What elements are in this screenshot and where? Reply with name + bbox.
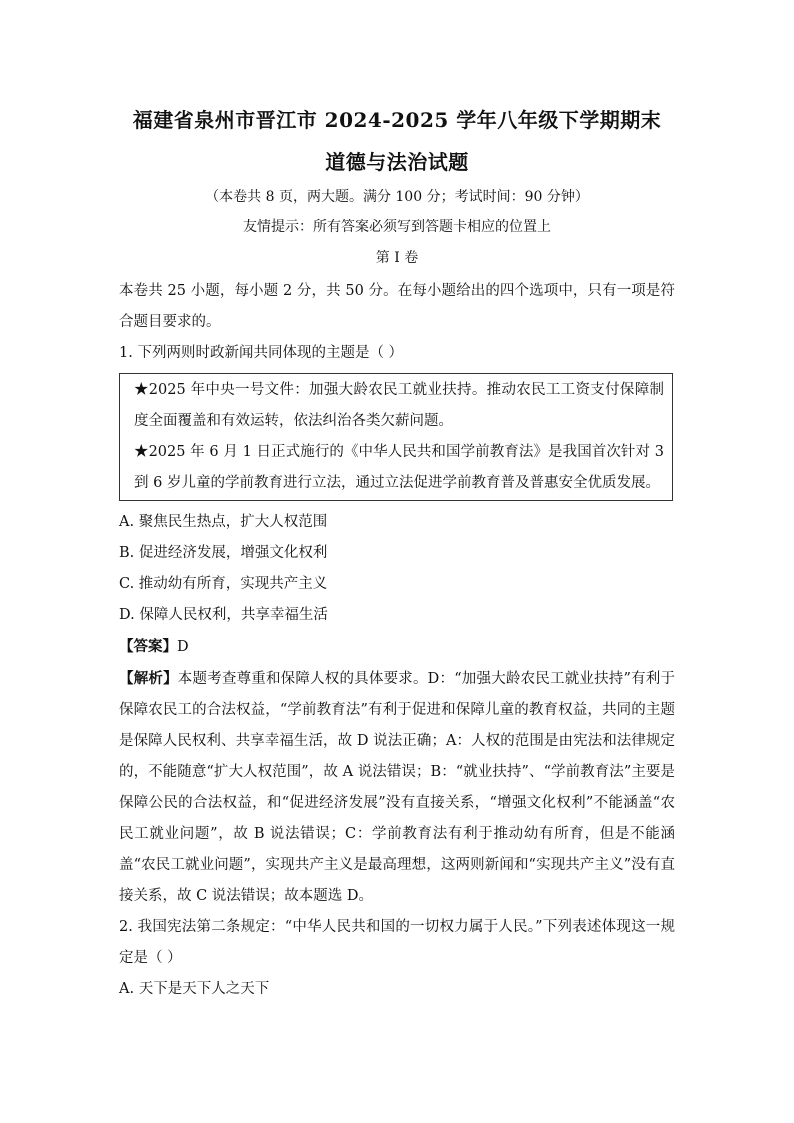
q1-option-d: D. 保障人民权利，共享幸福生活	[119, 607, 328, 623]
question-2-stem: 2. 我国宪法第二条规定：“中华人民共和国的一切权力属于人民。”下列表述体现这一规定是（ ）	[119, 919, 675, 966]
q1-answer	[119, 631, 675, 663]
news-item-2: ★2025 年 6 月 1 日正式施行的《中华人民共和国学前教育法》是我国首次针对 3 到 6 岁儿童的学前教育进行立法，通过立法促进学前教育普及普惠安全优质发展。	[134, 444, 664, 491]
volume-label: 第 I 卷	[375, 250, 419, 266]
q1-option-a: A. 聚焦民生热点，扩大人权范围	[119, 514, 328, 530]
q1-analysis	[119, 663, 675, 912]
analysis-label: 【解析】	[119, 670, 178, 687]
q1-option-b: B. 促进经济发展，增强文化权利	[119, 545, 328, 561]
section-intro: 本卷共 25 小题，每小题 2 分，共 50 分。在每小题给出的四个选项中，只有一项是符合题目要求的。	[119, 283, 675, 330]
news-item-1: ★2025 年中央一号文件：加强大龄农民工就业扶持。推动农民工工资支付保障制度全面覆盖和有效运转，依法纠治各类欠薪问题。	[134, 382, 664, 429]
doc-title-line2: 道德与法治试题	[325, 150, 469, 174]
news-box	[119, 373, 673, 501]
question-1-stem: 1. 下列两则时政新闻共同体现的主题是（ ）	[119, 345, 404, 361]
analysis-text: 本题考查尊重和保障人权的具体要求。D：“加强大龄农民工就业扶持”有利于保障农民工的合法权益，“学前教育法”有利于促进和保障儿童的教育权益，共同的主题是保障人民权利、共享幸福生活，故 D 说法正确；A：人权的范围是由宪法和法律规定的，不能随意“扩大人权范围”，故 A 说法错误；B：“就业扶持”、“学前教育法”主要是保障公民的合法权益，和“促进经济发展”没有直接关系，“增强文化权利”不能涵盖“农民工就业问题”，故 B 说法错误；C：学前教育法有利于推动幼有所育，但是不能涵盖“农民工就业问题”，实现共产主义是最高理想，这两则新闻和“实现共产主义”没有直接关系，故 C 说法错误；故本题选 D。	[119, 671, 675, 904]
q2-option-a: A. 天下是天下人之天下	[119, 981, 270, 997]
doc-title-line1: 福建省泉州市晋江市 2024-2025 学年八年级下学期期末	[132, 108, 662, 132]
q1-option-c: C. 推动幼有所育，实现共产主义	[119, 576, 328, 592]
exam-tip: 友情提示：所有答案必须写到答题卡相应的位置上	[243, 219, 551, 235]
document-body	[119, 276, 675, 1005]
answer-value: D	[177, 639, 189, 655]
exam-info: （本卷共 8 页，两大题。满分 100 分；考试时间：90 分钟）	[205, 189, 589, 205]
answer-label: 【答案】	[119, 638, 177, 655]
